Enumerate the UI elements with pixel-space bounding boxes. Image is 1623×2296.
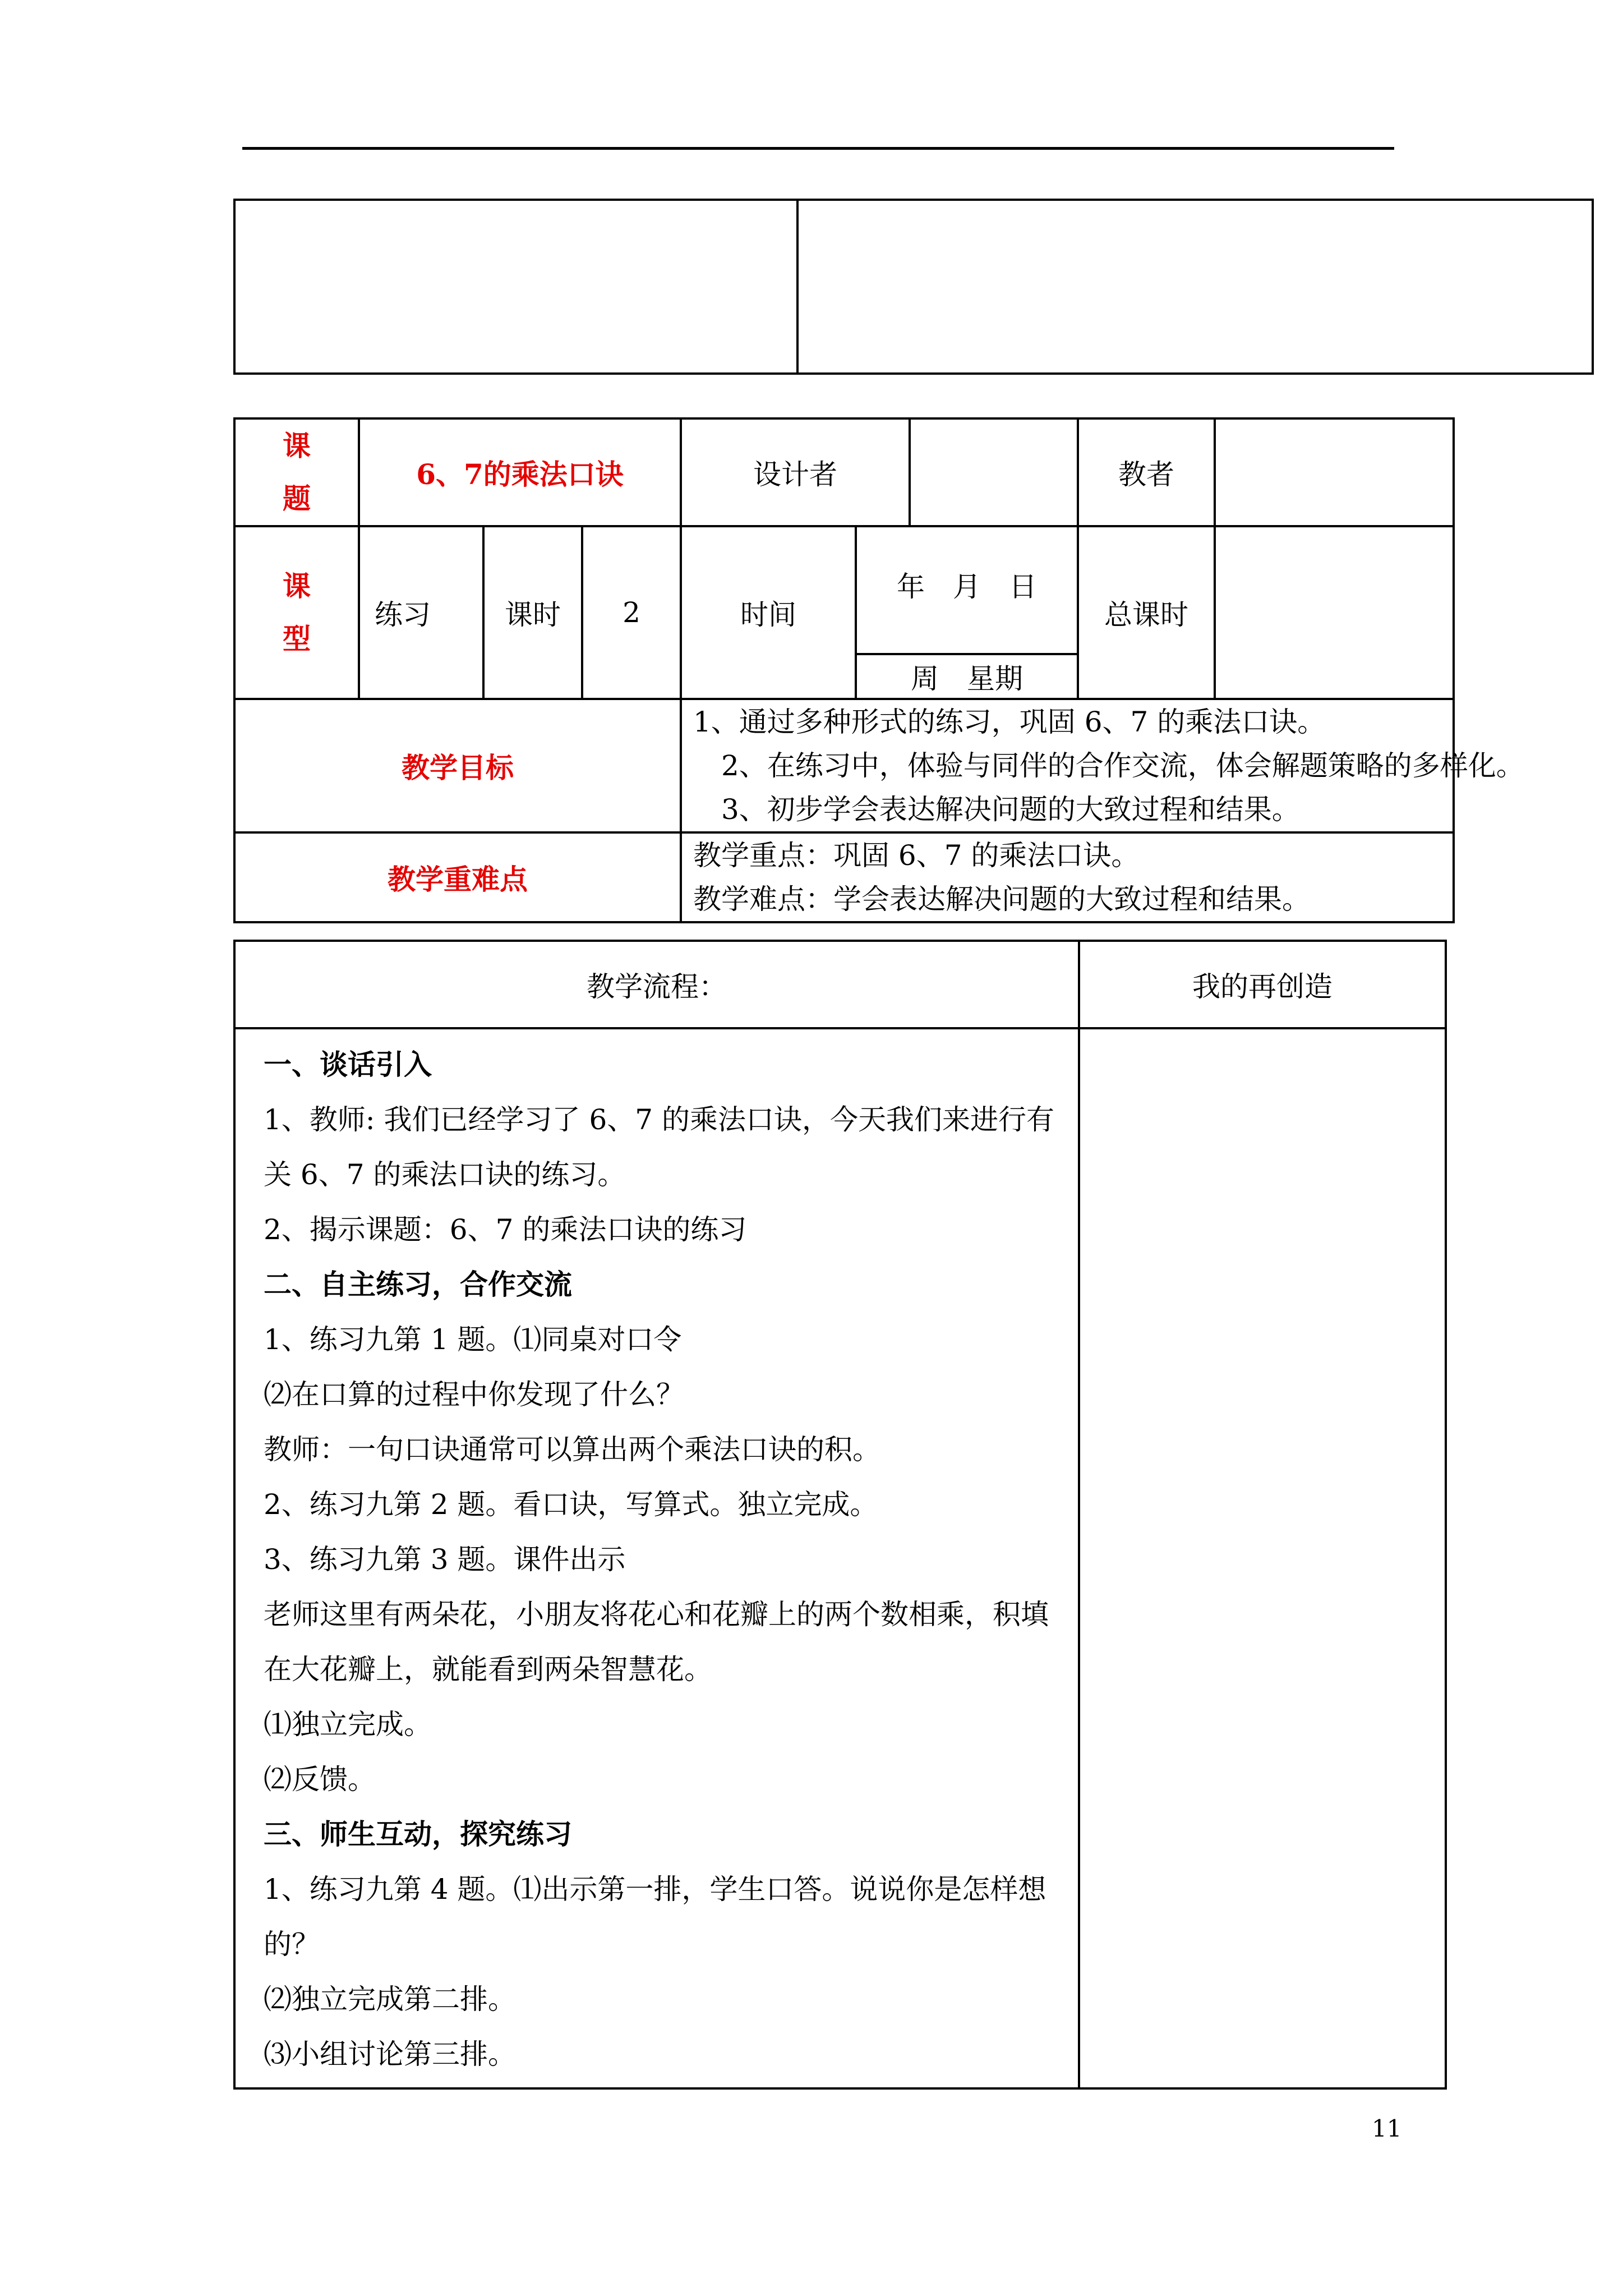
recreation-cell <box>1079 1028 1446 2088</box>
process-line: ⑵独立完成第二排。 <box>264 1983 516 2016</box>
designer-value <box>910 418 1078 526</box>
process-line: 2、揭示课题：6、7 的乘法口诀的练习 <box>264 1213 747 1246</box>
section-heading: 一、谈话引入 <box>264 1048 432 1081</box>
key-point-item: 教学重点：巩固 6、7 的乘法口诀。 <box>693 839 1140 872</box>
key-points-list <box>681 832 1454 922</box>
header-rule <box>242 147 1394 150</box>
blank-cell-right <box>797 200 1593 374</box>
recreation-header: 我的再创造 <box>1079 941 1446 1028</box>
page-number: 11 <box>1372 2115 1402 2142</box>
designer-label: 设计者 <box>681 418 910 526</box>
teacher-value <box>1215 418 1454 526</box>
goals-list <box>681 699 1524 832</box>
hours-label: 课时 <box>483 526 582 699</box>
process-line: 2、练习九第 2 题。看口诀，写算式。独立完成。 <box>264 1488 878 1521</box>
process-line: ⑶小组讨论第三排。 <box>264 2038 516 2070</box>
process-line: 老师这里有两朵花，小朋友将花心和花瓣上的两个数相乘，积填 <box>264 1598 1049 1631</box>
teaching-process-table <box>233 940 1447 2090</box>
total-hours-label: 总课时 <box>1078 526 1215 699</box>
weekday-value: 周 星期 <box>856 654 1078 699</box>
blank-cell-left <box>234 200 797 374</box>
date-value: 年 月 日 <box>856 526 1078 654</box>
process-line: ⑵反馈。 <box>264 1763 376 1796</box>
goal-item: 1、通过多种形式的练习，巩固 6、7 的乘法口诀。 <box>693 706 1326 738</box>
time-label: 时间 <box>681 526 856 699</box>
process-line: 在大花瓣上，就能看到两朵智慧花。 <box>264 1653 712 1686</box>
process-line: ⑵在口算的过程中你发现了什么？ <box>264 1378 684 1411</box>
process-line: ⑴独立完成。 <box>264 1708 432 1741</box>
key-points-label: 教学重难点 <box>234 832 681 922</box>
process-line: 1、练习九第 4 题。⑴出示第一排，学生口答。说说你是怎样想 <box>264 1873 1046 1906</box>
process-header: 教学流程： <box>234 941 1079 1028</box>
process-line: 1、教师: 我们已经学习了 6、7 的乘法口诀，今天我们来进行有 <box>264 1103 1054 1136</box>
section-heading: 三、师生互动，探究练习 <box>264 1818 572 1851</box>
process-line: 关 6、7 的乘法口诀的练习。 <box>264 1158 626 1191</box>
goal-item: 3、初步学会表达解决问题的大致过程和结果。 <box>693 793 1300 826</box>
process-line: 教师：一句口诀通常可以算出两个乘法口诀的积。 <box>264 1433 880 1466</box>
type-value: 练习 <box>359 526 483 699</box>
key-point-item: 教学难点：学会表达解决问题的大致过程和结果。 <box>693 883 1310 915</box>
process-content <box>234 1028 1079 2088</box>
total-hours-value <box>1215 526 1454 699</box>
section-heading: 二、自主练习，合作交流 <box>264 1268 572 1301</box>
teacher-label: 教者 <box>1078 418 1215 526</box>
lesson-info-table <box>233 417 1524 923</box>
process-line: 1、练习九第 1 题。⑴同桌对口令 <box>264 1323 682 1356</box>
process-line: 3、练习九第 3 题。课件出示 <box>264 1543 626 1576</box>
hours-value: 2 <box>582 526 681 699</box>
type-label: 课 型 <box>234 526 359 699</box>
process-line: 的？ <box>264 1928 320 1961</box>
goal-item: 2、在练习中，体验与同伴的合作交流，体会解题策略的多样化。 <box>693 749 1524 782</box>
goals-label: 教学目标 <box>234 699 681 832</box>
topic-label: 课 题 <box>234 418 359 526</box>
blank-table <box>233 199 1594 375</box>
topic-value: 6、7的乘法口诀 <box>359 418 681 526</box>
